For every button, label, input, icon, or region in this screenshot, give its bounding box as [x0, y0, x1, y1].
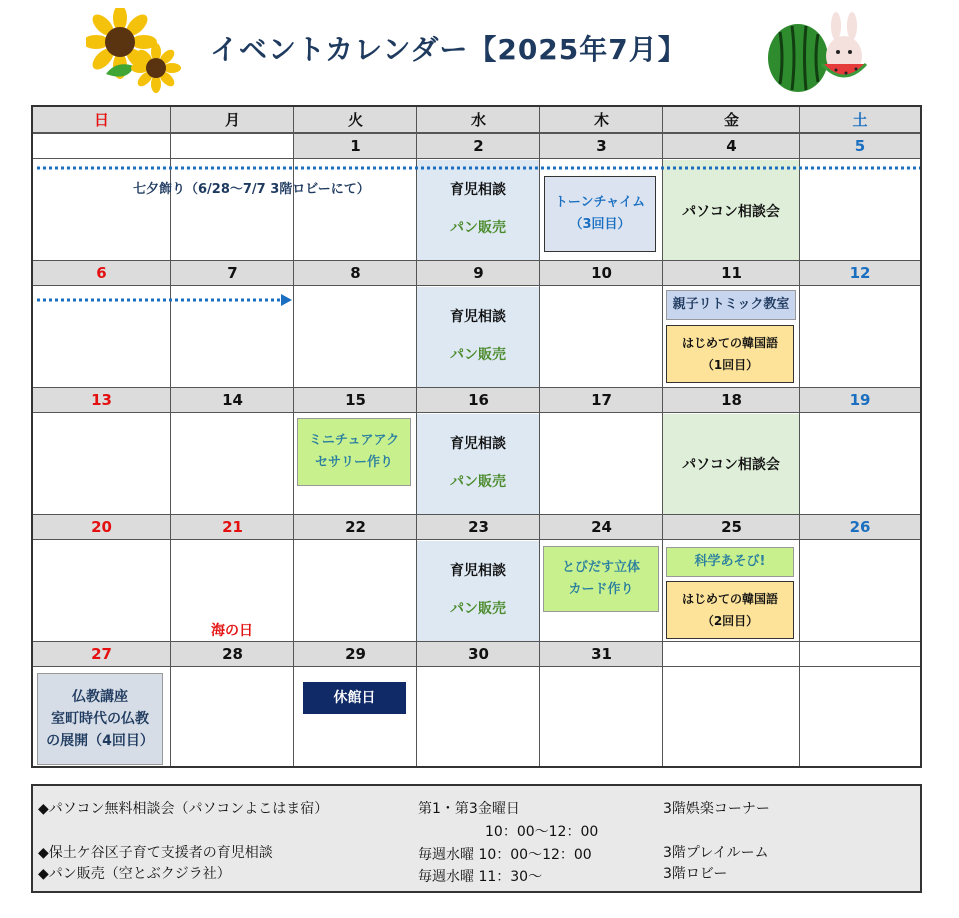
date-cell: 11 — [721, 264, 742, 282]
date-row — [33, 641, 920, 667]
date-cell: 16 — [468, 391, 489, 409]
weekday-wed: 水 — [470, 111, 486, 129]
event-line: セサリー作り — [314, 455, 393, 470]
date-cell: 24 — [591, 518, 612, 536]
grid-line — [170, 107, 171, 766]
date-cell: 21 — [222, 518, 243, 536]
event-line: とびだす立体 — [561, 560, 640, 575]
date-cell: 22 — [345, 518, 366, 536]
legend-item-where: 3階娯楽コーナー — [663, 801, 770, 817]
date-cell: 28 — [222, 645, 243, 663]
wed-shade — [416, 541, 540, 642]
date-cell: 13 — [91, 391, 112, 409]
ikuji-event: 育児相談 — [450, 563, 506, 579]
legend-box — [31, 784, 922, 893]
event-line: カード作り — [568, 582, 634, 597]
weekday-mon: 月 — [224, 111, 240, 129]
ikuji-event: 育児相談 — [450, 436, 506, 452]
tanabata-label: 七夕飾り（6/28～7/7 3階ロビーにて） — [133, 182, 370, 197]
event-line: ミニチュアアク — [308, 433, 400, 448]
pasokon-event: パソコン相談会 — [682, 204, 780, 220]
legend-item-name: ◆保土ケ谷区子育て支援者の育児相談 — [38, 845, 273, 861]
watermelon-rabbit-icon — [766, 10, 870, 96]
event-line: （1回目） — [701, 358, 759, 372]
legend-item-where: 3階ロビー — [663, 866, 728, 882]
sunflower-icon — [86, 8, 186, 94]
date-cell: 8 — [350, 264, 361, 282]
tanabata-dotted-line — [33, 164, 920, 172]
legend-item-name: ◆パン販売（空とぶクジラ社） — [38, 866, 231, 882]
date-cell: 27 — [91, 645, 112, 663]
event-line: トーンチャイム — [554, 195, 646, 210]
date-cell: 29 — [345, 645, 366, 663]
weekday-sun: 日 — [93, 111, 109, 129]
pasokon-event: パソコン相談会 — [682, 457, 780, 473]
date-cell: 10 — [591, 264, 612, 282]
legend-item-name: ◆パソコン無料相談会（パソコンよこはま宿） — [38, 801, 329, 817]
calendar-grid — [31, 105, 922, 768]
event-line: 仏教講座 — [72, 689, 128, 705]
event-line: はじめての韓国語 — [681, 336, 778, 350]
date-row — [33, 387, 920, 413]
date-cell: 2 — [473, 137, 484, 155]
date-cell: 23 — [468, 518, 489, 536]
empty-date-cells — [33, 134, 294, 158]
date-cell: 25 — [721, 518, 742, 536]
date-cell: 15 — [345, 391, 366, 409]
grid-line — [539, 107, 540, 766]
legend-item-time: 10：00～12：00 — [485, 824, 599, 840]
kagaku-event: 科学あそび! — [666, 547, 794, 577]
header — [0, 0, 959, 100]
pan-event: パン販売 — [450, 220, 506, 236]
event-line: （2回目） — [701, 614, 759, 628]
ikuji-event: 育児相談 — [450, 309, 506, 325]
date-row — [33, 133, 920, 159]
date-cell: 19 — [849, 391, 871, 409]
korean-event — [666, 581, 794, 639]
pan-event: パン販売 — [450, 601, 506, 617]
date-cell: 12 — [849, 264, 871, 282]
weekday-thu: 木 — [593, 111, 609, 129]
ikuji-event: 育児相談 — [450, 182, 506, 198]
grid-line — [799, 107, 800, 766]
date-row — [33, 260, 920, 286]
page-title: イベントカレンダー【2025年7月】 — [210, 33, 687, 66]
pan-event: パン販売 — [450, 347, 506, 363]
event-line: の展開（4回目） — [46, 733, 154, 749]
empty-date-cells — [663, 642, 920, 666]
grid-line — [293, 107, 294, 766]
date-cell: 18 — [721, 391, 742, 409]
tone-chime-event — [544, 176, 656, 252]
date-row — [33, 514, 920, 540]
wed-shade — [416, 160, 540, 261]
date-cell: 1 — [350, 137, 361, 155]
date-cell: 6 — [96, 264, 107, 282]
legend-item-when: 第1・第3金曜日 — [418, 801, 520, 817]
date-cell: 14 — [222, 391, 243, 409]
date-cell: 5 — [854, 137, 866, 155]
bukkyo-event — [37, 673, 163, 765]
date-cell: 17 — [591, 391, 612, 409]
weekday-fri: 金 — [723, 111, 739, 129]
date-cell: 4 — [726, 137, 737, 155]
weekday-tue: 火 — [347, 111, 363, 129]
weekday-row — [33, 107, 920, 133]
wed-shade — [416, 414, 540, 515]
korean-event — [666, 325, 794, 383]
closed-day-badge: 休館日 — [303, 682, 406, 714]
date-cell: 9 — [473, 264, 484, 282]
event-line: （3回目） — [569, 217, 631, 232]
legend-item-when: 毎週水曜 11：30～ — [418, 869, 543, 885]
miniature-event — [297, 418, 411, 486]
date-cell: 26 — [849, 518, 871, 536]
event-line: はじめての韓国語 — [681, 592, 778, 606]
rhythmic-event: 親子リトミック教室 — [666, 290, 796, 320]
wed-shade — [416, 287, 540, 388]
tanabata-arrow — [33, 293, 295, 307]
date-cell: 31 — [591, 645, 612, 663]
weekday-sat: 土 — [852, 111, 868, 129]
date-cell: 20 — [91, 518, 112, 536]
pan-event: パン販売 — [450, 474, 506, 490]
holiday-label: 海の日 — [211, 623, 253, 639]
date-cell: 3 — [596, 137, 607, 155]
legend-item-where: 3階プレイルーム — [663, 845, 769, 861]
date-cell: 7 — [227, 264, 238, 282]
event-line: 室町時代の仏教 — [51, 711, 149, 727]
tobidasu-event — [543, 546, 659, 612]
legend-item-when: 毎週水曜 10：00～12：00 — [418, 847, 592, 863]
date-cell: 30 — [468, 645, 489, 663]
